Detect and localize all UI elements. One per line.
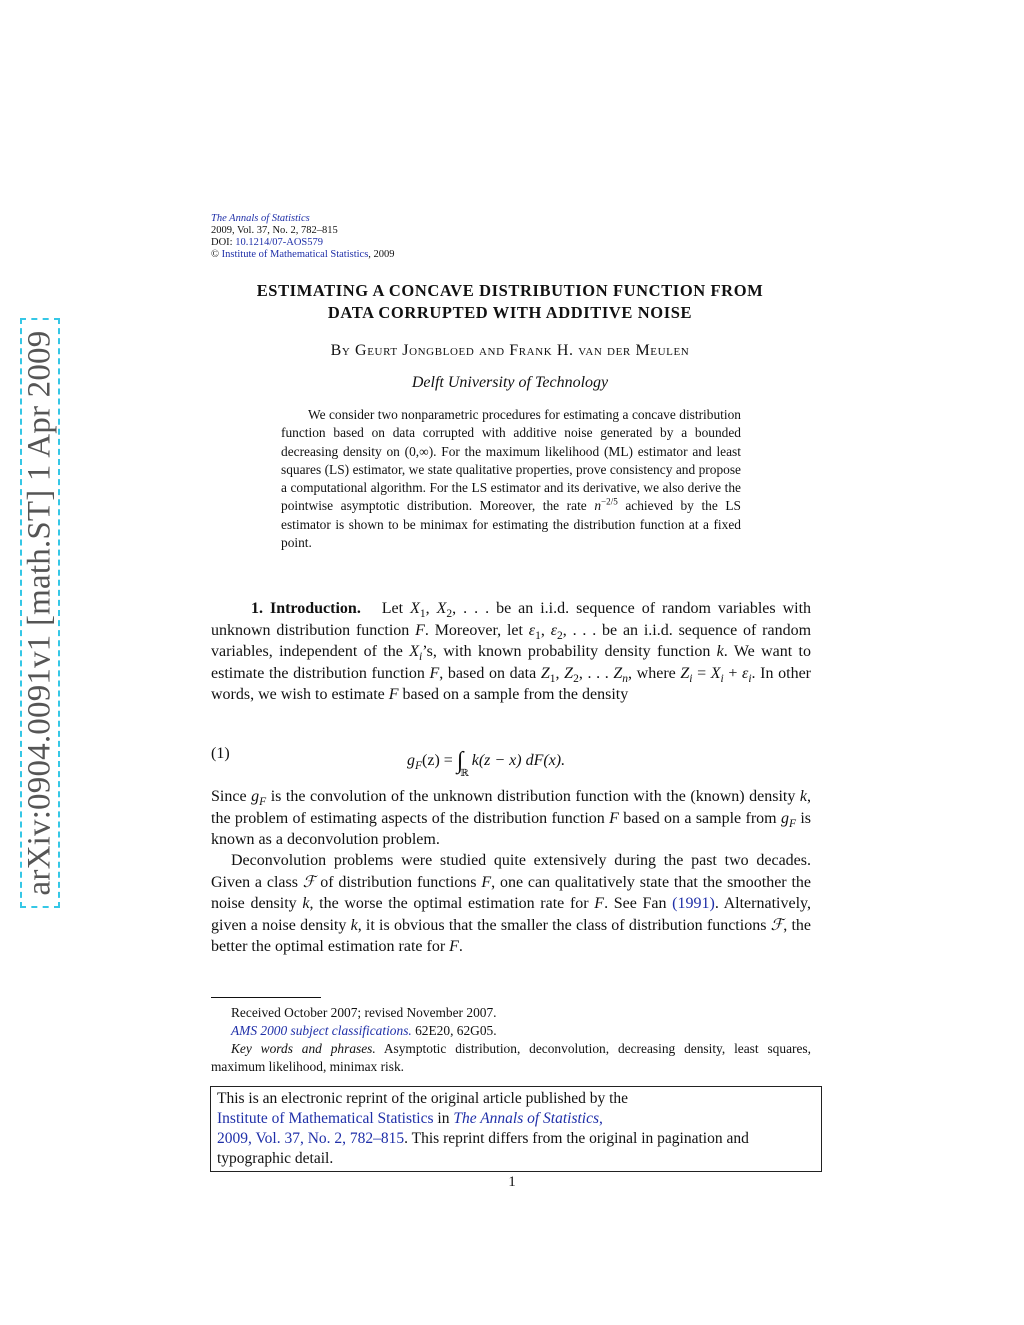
equation-number: (1) [211,745,230,762]
abstract [281,406,741,552]
keywords-label: Key words and phrases. [231,1041,376,1056]
arxiv-stamp [20,318,60,908]
rate-exponent: −2/5 [601,497,618,508]
section-heading: 1. Introduction. [251,600,361,617]
arxiv-stamp-text: arXiv:0904.0091v1 [math.ST] 1 Apr 2009 [21,330,58,896]
footnotes [211,1004,811,1076]
doi-link[interactable]: 10.1214/07-AOS579 [235,237,324,248]
copyright-year: , 2009 [368,249,395,260]
received-note: Received October 2007; revised November 2007. [231,1005,497,1020]
integral-domain: ℝ [460,768,469,779]
page-number: 1 [508,1174,516,1190]
footnote-rule [211,997,321,998]
reprint-notice: This is an electronic reprint of the original article published by the Institute of Mathematical Statistics in The Annals of Statistics, 2009, Vol. 37, No. 2, 782–815. This reprint differs from the original in pagination and typographic detail. [210,1086,822,1172]
copyright-symbol: © [211,249,219,260]
title-line-2: DATA CORRUPTED WITH ADDITIVE NOISE [327,303,693,322]
reprint-citation-link[interactable]: 2009, Vol. 37, No. 2, 782–815 [217,1130,405,1147]
title-line-1: ESTIMATING A CONCAVE DISTRIBUTION FUNCTION FROM [256,281,764,300]
journal-link[interactable]: The Annals of Statistics [211,213,310,224]
integral-symbol: ∫ [456,748,464,774]
reprint-line-1: This is an electronic reprint of the original article published by the [217,1090,629,1107]
affiliation: Delft University of Technology [411,374,609,391]
ams-codes: 62E20, 62G05. [411,1023,497,1038]
equation-body: $g_F(z) = \int_ℝk(z - x)$ dF(x). [407,748,566,779]
citation-fan-1991[interactable]: (1991) [672,895,715,912]
intro-paragraph: 1. Introduction. Let $X_1$, $X_2$, . . . be an i.i.d. sequence of random variables with unknown distribution function F. Moreover, let $\varepsilon_1$, $\varepsilon_2$, . . . be an i.i.d. sequence of random variables, independent of the $X_i’s$, with known probability density function k. We want to estimate the distribution function F, based on data $Z_1$, $Z_2$, . . . $Z_n$, where $Z_i = X_i + \varepsilon_i$. In other words, we wish to estimate F based on a sample from the density [211,600,812,703]
authors: By Geurt Jongbloed and Frank H. van der Meulen [330,342,690,359]
abstract-text-1: We consider two nonparametric procedures for estimating a concave distribution function based on data corrupted with additive noise generated by a bounded decreasing density on (0,∞). For the maximum likelihood (ML) estimator and least squares (LS) estimator, we state qualitative properties, prove consistency and propose a computational algorithm. For the LS estimator and its derivative, we also derive the pointwise asymptotic distribution. Moreover, the rate [281,407,741,514]
reprint-line-3: . This reprint differs from the original in pagination and typographic detail. [217,1130,749,1167]
doi-label: DOI: [211,237,236,248]
paper-title [150,280,870,324]
reprint-journal-link[interactable]: The Annals of Statistics [453,1110,600,1127]
journal-header [211,213,395,261]
equation-1 [211,742,811,779]
reprint-institute-link[interactable]: Institute of Mathematical Statistics [217,1110,434,1127]
rate-symbol: n [594,498,602,514]
ams-classification-link[interactable]: AMS 2000 subject classifications. [231,1023,412,1038]
paragraph-since: Since $g_F$ is the convolution of the unknown distribution function with the (known) density k, the problem of estimating aspects of the distribution function F based on a sample from $g_F$ is known as a deconvolution problem. [211,788,812,848]
institute-link[interactable]: Institute of Mathematical Statistics [221,249,369,260]
keywords: Asymptotic distribution, deconvolution, decreasing density, least squares, maximum likelihood, minimax risk. [211,1041,811,1074]
volume-line: 2009, Vol. 37, No. 2, 782–815 [211,225,338,236]
paragraph-deconvolution: Deconvolution problems were studied quite extensively during the past two decades. Given a class ℱ of distribution functions F, one can qualitatively state that the smoother the noise density k, the worse the optimal estimation rate for F. See Fan (1991). Alternatively, given a noise density k, it is obvious that the smaller the class of distribution functions ℱ, the better the optimal estimation rate for F. [211,852,812,955]
abstract-text-2: achieved by the LS estimator is shown to be minimax for estimating the distribution function at a fixed point. [281,498,741,551]
